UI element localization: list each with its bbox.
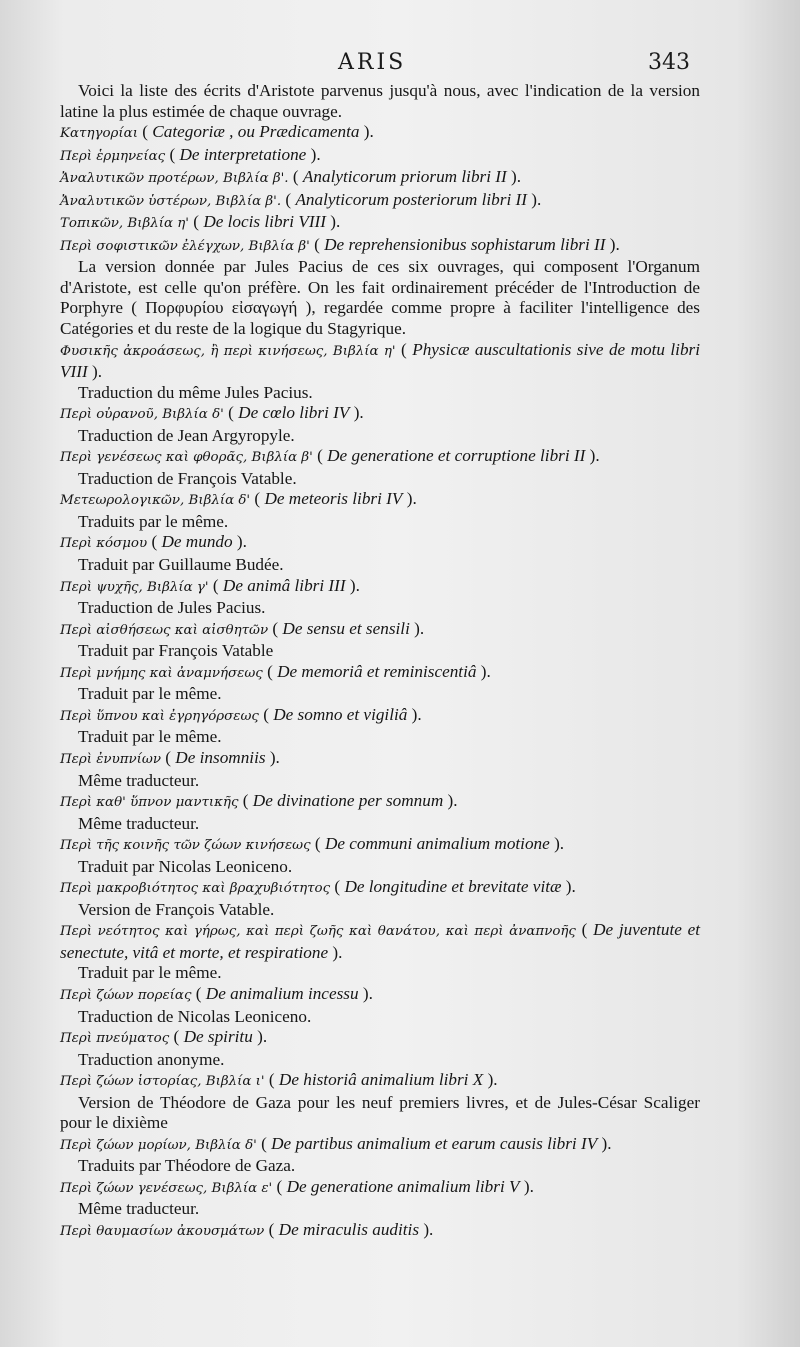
translator-note: Traduction du même Jules Pacius. [78, 382, 313, 402]
pacius-paragraph: La version donnée par Jules Pacius de ces six ouvrages, qui composent l'Organum d'Aristote, est celle qu'on préfère. On les fait ordinairement précéder de l'Introduction de Porphyre ( Πορφυρίου εἰσαγωγή ), regardée comme propre à faciliter l'intelligence des Catégories et du reste de la logique du Stagyrique. [60, 257, 700, 339]
title-entry: Περὶ ζώων πορείας ( De animalium incessu ). [60, 983, 373, 1003]
latin-title: De somno et vigiliâ [273, 704, 408, 724]
latin-title: De sensu et sensili [282, 618, 410, 638]
page-number: 343 [648, 50, 690, 75]
title-entry: Περὶ μνήμης καὶ ἀναμνήσεως ( De memoriâ et reminiscentiâ ). [60, 661, 491, 681]
translator-note: Même traducteur. [78, 1199, 200, 1219]
latin-title: De longitudine et brevitate vitæ [344, 877, 562, 897]
latin-title: De locis libri VIII [203, 212, 326, 232]
greek-title: Περὶ ζώων μορίων, Βιβλία δ' [60, 1137, 257, 1153]
title-entry: Περὶ γενέσεως καὶ φθορᾶς, Βιβλία β' ( De generatione et corruptione libri II ). [60, 446, 600, 466]
title-entry: Περὶ ἐνυπνίων ( De insomniis ). [60, 747, 280, 767]
latin-title: De generatione animalium libri V [286, 1176, 520, 1196]
greek-title: Τοπικῶν, Βιβλία η' [60, 216, 189, 232]
latin-title: De animâ libri III [222, 575, 346, 595]
title-entry: Περὶ θαυμασίων ἀκουσμάτων ( De miraculis auditis ). [60, 1219, 434, 1239]
latin-title: De animalium incessu [205, 983, 359, 1003]
title-entry: Περὶ οὐρανοῦ, Βιβλία δ' ( De cœlo libri IV ). [60, 403, 364, 423]
greek-title: Περὶ ζώων πορείας [60, 987, 192, 1003]
translator-note: Traduit par le même. [78, 684, 222, 704]
translator-note: Même traducteur. [78, 813, 200, 833]
greek-title: Περὶ θαυμασίων ἀκουσμάτων [60, 1223, 265, 1239]
title-entry: Περὶ ὕπνου καὶ ἐγρηγόρσεως ( De somno et vigiliâ ). [60, 704, 422, 724]
translator-note: Traduction de Jules Pacius. [78, 598, 266, 618]
latin-title: De memoriâ et reminiscentiâ [277, 661, 477, 681]
latin-title: De generatione et corruptione libri II [327, 446, 586, 466]
greek-title: Περὶ μακροβιότητος καὶ βραχυβιότητος [60, 881, 331, 897]
title-entry: Ἀναλυτικῶν προτέρων, Βιβλία β'. ( Analyticorum priorum libri II ). [60, 167, 522, 187]
latin-title: De reprehensionibus sophistarum libri II [324, 234, 606, 254]
greek-title: Περὶ ψυχῆς, Βιβλία γ' [60, 579, 209, 595]
title-entry: Περὶ μακροβιότητος καὶ βραχυβιότητος ( De longitudine et brevitate vitæ ). [60, 877, 576, 897]
title-entry: Περὶ αἰσθήσεως καὶ αἰσθητῶν ( De sensu et sensili ). [60, 618, 425, 638]
title-entry: Περὶ σοφιστικῶν ἐλέγχων, Βιβλία β' ( De reprehensionibus sophistarum libri II ). [60, 234, 620, 254]
latin-title: Analyticorum priorum libri II [302, 167, 507, 187]
latin-title: De miraculis auditis [278, 1219, 420, 1239]
translator-note: Traduit par François Vatable [78, 641, 274, 661]
latin-title: Analyticorum posteriorum libri II [295, 189, 527, 209]
latin-title: De divinatione per somnum [252, 791, 444, 811]
greek-title: Περὶ ζώων ἱστορίας, Βιβλία ι' [60, 1074, 265, 1090]
latin-title: Categoriæ , ou Prædicamenta [152, 122, 360, 142]
title-entry: Τοπικῶν, Βιβλία η' ( De locis libri VIII ). [60, 212, 341, 232]
latin-title: De meteoris libri IV [264, 489, 403, 509]
translator-note: Traduction anonyme. [78, 1049, 225, 1069]
title-entry: Περὶ ζώων ἱστορίας, Βιβλία ι' ( De historiâ animalium libri X ). [60, 1070, 498, 1090]
text-body [60, 81, 700, 1243]
translator-note: Traduction de Nicolas Leoniceno. [78, 1006, 312, 1026]
greek-title: Κατηγορίαι [60, 126, 138, 142]
title-entry: Περὶ νεότητος καὶ γήρως, καὶ περὶ ζωῆς καὶ θανάτου, καὶ περὶ ἀναπνοῆς ( De juventute et senectute, vitâ et morte, et respiratione ). [60, 920, 700, 962]
translator-note: Traduits par Théodore de Gaza. [78, 1156, 296, 1176]
latin-title: De juventute et senectute, vitâ et morte, et respiratione [60, 920, 700, 962]
translator-note: Traduction de Jean Argyropyle. [78, 425, 295, 445]
greek-title: Περὶ νεότητος καὶ γήρως, καὶ περὶ ζωῆς καὶ θανάτου, καὶ περὶ ἀναπνοῆς [60, 924, 576, 940]
translator-note: Même traducteur. [78, 770, 200, 790]
running-head [0, 50, 800, 82]
latin-title: De historiâ animalium libri X [278, 1070, 484, 1090]
running-title: ARIS [338, 50, 407, 75]
greek-title: Περὶ σοφιστικῶν ἐλέγχων, Βιβλία β' [60, 238, 310, 254]
title-entry: Κατηγορίαι ( Categoriæ , ou Prædicamenta ). [60, 122, 374, 142]
translator-note: Version de Théodore de Gaza pour les neuf premiers livres, et de Jules-César Scaliger pour le dixième [60, 1092, 700, 1133]
title-entry: Ἀναλυτικῶν ὑστέρων, Βιβλία β'. ( Analyticorum posteriorum libri II ). [60, 189, 542, 209]
title-entry: Περὶ ἑρμηνείας ( De interpretatione ). [60, 144, 321, 164]
title-entry: Περὶ ζώων μορίων, Βιβλία δ' ( De partibus animalium et earum causis libri IV ). [60, 1133, 612, 1153]
latin-title: De spiritu [183, 1027, 253, 1047]
greek-title: Περὶ τῆς κοινῆς τῶν ζώων κινήσεως [60, 838, 311, 854]
greek-title: Περὶ ὕπνου καὶ ἐγρηγόρσεως [60, 708, 259, 724]
latin-title: De cœlo libri IV [238, 403, 350, 423]
latin-title: Physicæ auscultationis sive de motu libri VIII [60, 339, 701, 382]
greek-title: Περὶ ἐνυπνίων [60, 751, 161, 767]
greek-title: Περὶ οὐρανοῦ, Βιβλία δ' [60, 407, 224, 423]
translator-note: Traduit par le même. [78, 963, 222, 983]
latin-title: De mundo [161, 532, 233, 552]
title-entry: Περὶ κόσμου ( De mundo ). [60, 532, 247, 552]
translator-note: Traduits par le même. [78, 511, 229, 531]
translator-note: Traduit par le même. [78, 727, 222, 747]
intro-paragraph: Voici la liste des écrits d'Aristote parvenus jusqu'à nous, avec l'indication de la version latine la plus estimée de chaque ouvrage. [60, 81, 700, 121]
title-entry: Περὶ πνεύματος ( De spiritu ). [60, 1027, 268, 1047]
greek-title: Περὶ αἰσθήσεως καὶ αἰσθητῶν [60, 622, 269, 638]
greek-title: Φυσικῆς ἀκροάσεως, ἢ περὶ κινήσεως, Βιβλία η' [60, 343, 396, 359]
latin-title: De partibus animalium et earum causis libri IV [271, 1133, 598, 1153]
translator-note: Version de François Vatable. [78, 899, 275, 919]
title-entry: Μετεωρολογικῶν, Βιβλία δ' ( De meteoris libri IV ). [60, 489, 417, 509]
greek-title: Περὶ μνήμης καὶ ἀναμνήσεως [60, 665, 263, 681]
title-entry: Φυσικῆς ἀκροάσεως, ἢ περὶ κινήσεως, Βιβλία η' ( Physicæ auscultationis sive de motu libri VIII ). [60, 339, 701, 382]
greek-title: Περὶ ζώων γενέσεως, Βιβλία ε' [60, 1180, 273, 1196]
title-entry: Περὶ καθ' ὕπνον μαντικῆς ( De divinatione per somnum ). [60, 791, 458, 811]
greek-title: Περὶ ἑρμηνείας [60, 148, 166, 164]
greek-title: Περὶ καθ' ὕπνον μαντικῆς [60, 795, 239, 811]
latin-title: De insomniis [175, 747, 266, 767]
translator-note: Traduction de François Vatable. [78, 468, 297, 488]
greek-title: Ἀναλυτικῶν προτέρων, Βιβλία β'. [60, 171, 289, 187]
title-entry: Περὶ τῆς κοινῆς τῶν ζώων κινήσεως ( De communi animalium motione ). [60, 834, 565, 854]
greek-title: Μετεωρολογικῶν, Βιβλία δ' [60, 493, 251, 509]
translator-note: Traduit par Nicolas Leoniceno. [78, 856, 293, 876]
greek-title: Περὶ γενέσεως καὶ φθορᾶς, Βιβλία β' [60, 450, 313, 466]
translator-note: Traduit par Guillaume Budée. [78, 555, 284, 575]
title-entry: Περὶ ζώων γενέσεως, Βιβλία ε' ( De generatione animalium libri V ). [60, 1176, 534, 1196]
greek-title: Περὶ πνεύματος [60, 1031, 170, 1047]
greek-title: Περὶ κόσμου [60, 536, 148, 552]
latin-title: De interpretatione [179, 144, 307, 164]
greek-title: Ἀναλυτικῶν ὑστέρων, Βιβλία β'. [60, 193, 282, 209]
title-entry: Περὶ ψυχῆς, Βιβλία γ' ( De animâ libri III ). [60, 575, 360, 595]
latin-title: De communi animalium motione [324, 834, 550, 854]
